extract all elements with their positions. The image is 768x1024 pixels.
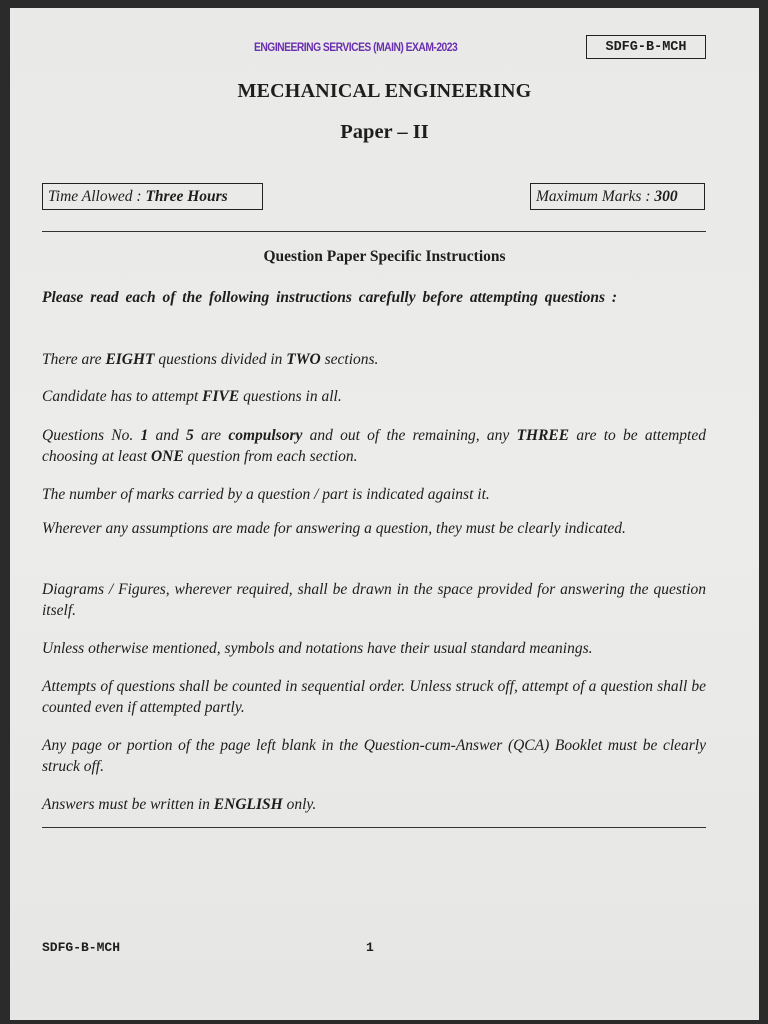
text-fragment: are: [193, 427, 229, 444]
footer-paper-code: SDFG-B-MCH: [42, 940, 121, 955]
emphasis-two: TWO: [286, 351, 321, 368]
instruction-symbols: Unless otherwise mentioned, symbols and notations have their usual standard meanings.: [42, 640, 593, 657]
time-allowed-label: Time Allowed :: [48, 188, 146, 205]
instruction-compulsory: [42, 425, 706, 467]
text-fragment: sections.: [320, 351, 379, 368]
text-fragment: are to be attempted choosing at least: [42, 427, 706, 465]
instruction-sections: [42, 349, 706, 370]
emphasis-one: ONE: [150, 448, 184, 465]
emphasis-three: THREE: [516, 427, 570, 444]
exam-stamp: ENGINEERING SERVICES (MAIN) EXAM-2023: [254, 40, 458, 54]
paper-number: Paper – II: [340, 121, 429, 143]
top-divider: [42, 231, 706, 232]
instructions-lead: Please read each of the following instructions carefully before attempting questions :: [42, 289, 618, 306]
maximum-marks-value: 300: [654, 188, 678, 205]
instruction-marks: The number of marks carried by a question / part is indicated against it.: [42, 486, 490, 503]
instruction-diagrams: Diagrams / Figures, wherever required, shall be drawn in the space provided for answering the question itself.: [42, 581, 706, 619]
instruction-language: [42, 794, 706, 815]
text-fragment: and out of the remaining, any: [302, 427, 517, 444]
bottom-divider: [42, 827, 706, 828]
text-fragment: and: [148, 427, 186, 444]
text-fragment: Candidate has to attempt: [42, 388, 203, 405]
paper-code-box: SDFG-B-MCH: [586, 35, 706, 59]
exam-page: [10, 8, 759, 1020]
page-number: 1: [366, 940, 374, 955]
text-fragment: Answers must be written in: [42, 796, 214, 813]
emphasis-eight: EIGHT: [105, 351, 155, 368]
text-fragment: questions in all.: [239, 388, 342, 405]
instruction-assumptions: Wherever any assumptions are made for answering a question, they must be clearly indicated.: [42, 520, 626, 537]
text-fragment: question from each section.: [183, 448, 358, 465]
emphasis-q1: 1: [140, 427, 149, 444]
text-fragment: only.: [282, 796, 317, 813]
time-allowed-value: Three Hours: [145, 188, 228, 205]
emphasis-q5: 5: [185, 427, 194, 444]
maximum-marks-label: Maximum Marks :: [536, 188, 655, 205]
maximum-marks-box: [530, 183, 705, 210]
instructions-heading: Question Paper Specific Instructions: [263, 248, 506, 265]
text-fragment: questions divided in: [154, 351, 287, 368]
emphasis-english: ENGLISH: [213, 796, 283, 813]
text-fragment: Questions No.: [42, 427, 141, 444]
instruction-sequential-order: Attempts of questions shall be counted in sequential order. Unless struck off, attempt of a question shall be counted even if attempted partly.: [42, 678, 706, 716]
emphasis-five: FIVE: [202, 388, 240, 405]
instruction-blank-pages: Any page or portion of the page left blank in the Question-cum-Answer (QCA) Booklet must be clearly struck off.: [42, 737, 706, 775]
time-allowed-box: [42, 183, 263, 210]
emphasis-compulsory: compulsory: [228, 427, 303, 444]
instruction-attempt-count: [42, 386, 706, 407]
text-fragment: There are: [42, 351, 106, 368]
page-title: MECHANICAL ENGINEERING: [237, 80, 532, 102]
